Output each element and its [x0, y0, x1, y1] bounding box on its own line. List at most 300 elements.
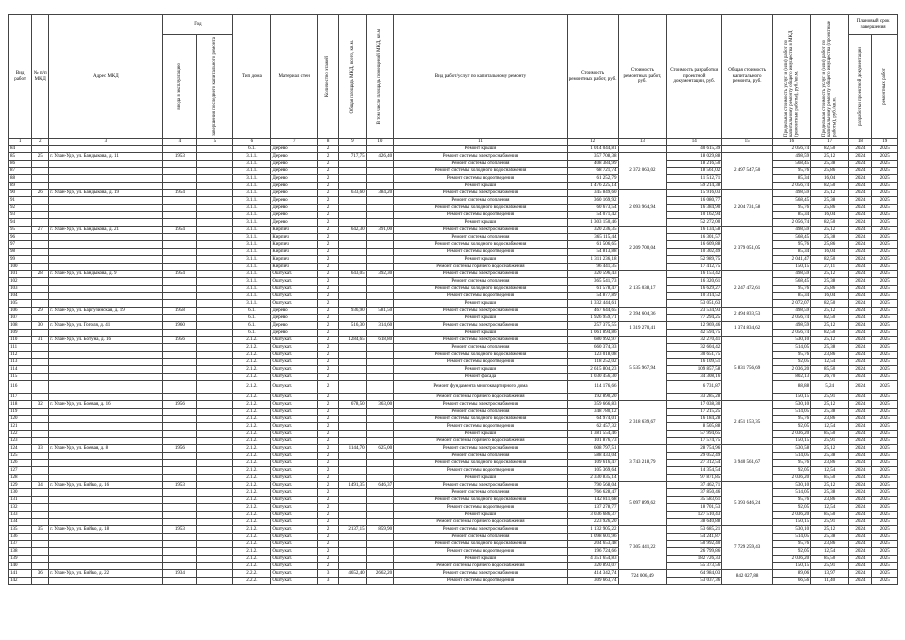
header-cell	[317, 15, 338, 139]
cell-work-kind: Ремонт крыши	[394, 366, 568, 373]
cell-repair-deadline: 2025	[872, 307, 898, 314]
cell-last-repair-year	[197, 423, 233, 430]
cell-wall-material: Дерево	[271, 219, 318, 226]
cell-work-kind: Ремонт системы холодного водоснабжения	[394, 241, 568, 248]
cell-repair-deadline: 2025	[872, 526, 898, 533]
cell-commissioning-year: 1956	[163, 445, 197, 452]
cell-mkd-number	[32, 366, 49, 373]
cell-floors: 2	[317, 394, 338, 401]
cell-last-repair-year	[197, 496, 233, 503]
cell-premises-area	[366, 175, 394, 182]
cell-address	[49, 314, 163, 321]
cell-work-kind: Ремонт крыши	[394, 146, 568, 153]
cell-wall-material: Оштукат.	[271, 430, 318, 437]
cell-row-number: 89	[9, 182, 32, 189]
cell-design-deadline: 2024	[849, 234, 872, 241]
cell-total-cost: 7 729 259,43	[722, 526, 773, 570]
cell-mkd-number: 35	[32, 526, 49, 533]
cell-design-deadline: 2024	[849, 533, 872, 540]
cell-commissioning-year: 1934	[163, 570, 197, 577]
cell-floors: 2	[317, 430, 338, 437]
cell-commissioning-year	[163, 423, 197, 430]
cell-total-area: 633,60	[339, 190, 367, 197]
cell-mkd-number	[32, 234, 49, 241]
cell-total-area	[339, 234, 367, 241]
cell-house-type: 6.1.	[233, 146, 271, 153]
cell-address	[49, 300, 163, 307]
cell-design-deadline: 2024	[849, 577, 872, 584]
cell-repair-deadline: 2025	[872, 394, 898, 401]
cell-design-deadline: 2024	[849, 452, 872, 459]
cell-design-cost: 18 029,88	[667, 153, 722, 160]
cell-house-type: 3.1.1.	[233, 270, 271, 277]
column-number: 11	[394, 139, 568, 146]
cell-design-deadline: 2024	[849, 146, 872, 153]
cell-design-cost: 26 799,86	[667, 548, 722, 555]
cell-commissioning-year	[163, 344, 197, 351]
cell-house-type: 2.1.2.	[233, 452, 271, 459]
cell-repair-cost: 1 476 225,14	[567, 182, 618, 189]
cell-floors: 2	[317, 190, 338, 197]
cell-row-number: 118	[9, 401, 32, 408]
cell-commissioning-year	[163, 438, 197, 445]
header-year-group	[163, 15, 233, 35]
cell-address: г. Улан-Удэ, ул. Бийко, д. 16	[49, 482, 163, 489]
cell-total-cost: 1 374 834,62	[722, 322, 773, 337]
cell-design-deadline: 2024	[849, 416, 872, 423]
cell-design-deadline: 2024	[849, 336, 872, 343]
cell-last-repair-year	[197, 577, 233, 584]
cell-address: г. Улан-Удэ, ул. Боевая, д. 8	[49, 445, 163, 452]
cell-repair-cost: 64 974,01	[567, 416, 618, 423]
cell-total-area	[339, 373, 367, 380]
cell-mkd-number	[32, 351, 49, 358]
cell-design-deadline: 2024	[849, 496, 872, 503]
cell-work-kind: Ремонт системы отопления	[394, 408, 568, 415]
cell-design-deadline: 2024	[849, 153, 872, 160]
cell-limit-repair: 92,05	[773, 548, 811, 555]
cell-repair-cost: 123 018,08	[567, 351, 618, 358]
cell-repair-deadline: 2025	[872, 241, 898, 248]
cell-total-cost: 2 204 731,58	[722, 190, 773, 227]
cell-design-cost: 50 992,40	[667, 540, 722, 547]
cell-limit-design: 25,38	[811, 452, 849, 459]
cell-row-number: 84	[9, 146, 32, 153]
cell-design-cost: 109 857,58	[667, 366, 722, 373]
cell-repair-cost-total: 3 743 218,79	[618, 445, 667, 482]
cell-total-area	[339, 160, 367, 167]
cell-design-deadline: 2024	[849, 548, 872, 555]
cell-total-area	[339, 518, 367, 525]
cell-design-cost: 10 314,52	[667, 292, 722, 299]
cell-total-area	[339, 168, 367, 175]
cell-limit-design: 25,91	[811, 562, 849, 569]
cell-total-area	[339, 329, 367, 336]
cell-design-cost: 8 505,88	[667, 423, 722, 430]
cell-limit-design: 12,54	[811, 423, 849, 430]
cell-house-type: 3.1.1.	[233, 241, 271, 248]
cell-house-type: 2.1.2.	[233, 504, 271, 511]
cell-limit-design: 82,50	[811, 329, 849, 336]
cell-repair-cost: 348 780,12	[567, 408, 618, 415]
cell-limit-design: 11,40	[811, 577, 849, 584]
cell-limit-repair: 95,76	[773, 351, 811, 358]
cell-design-deadline: 2024	[849, 438, 872, 445]
cell-repair-deadline: 2025	[872, 263, 898, 270]
cell-limit-design: 82,50	[811, 219, 849, 226]
cell-total-area	[339, 204, 367, 211]
cell-floors: 2	[317, 270, 338, 277]
cell-commissioning-year	[163, 373, 197, 380]
cell-floors: 2	[317, 241, 338, 248]
cell-design-deadline: 2024	[849, 226, 872, 233]
cell-limit-repair: 150,15	[773, 562, 811, 569]
cell-commissioning-year	[163, 577, 197, 584]
cell-repair-cost: 101 876,73	[567, 438, 618, 445]
cell-row-number: 127	[9, 467, 32, 474]
cell-wall-material: Дерево	[271, 322, 318, 329]
cell-repair-cost: 360 169,92	[567, 197, 618, 204]
cell-limit-design: 25,86	[811, 241, 849, 248]
cell-total-area	[339, 540, 367, 547]
cell-premises-area: 581,50	[366, 307, 394, 314]
cell-total-cost: 2 247 472,61	[722, 270, 773, 307]
cell-repair-cost: 357 708,38	[567, 153, 618, 160]
cell-floors: 2	[317, 292, 338, 299]
cell-total-cost: 5 831 756,69	[722, 336, 773, 400]
cell-design-cost: 52 272,00	[667, 219, 722, 226]
cell-last-repair-year	[197, 548, 233, 555]
cell-wall-material: Дерево	[271, 175, 318, 182]
cell-floors: 2	[317, 423, 338, 430]
cell-last-repair-year	[197, 314, 233, 321]
cell-limit-design: 82,50	[811, 256, 849, 263]
column-number: 7	[271, 139, 318, 146]
cell-work-kind: Ремонт системы электроснабжения	[394, 307, 568, 314]
cell-floors: 2	[317, 526, 338, 533]
cell-address	[49, 160, 163, 167]
cell-limit-design: 12,54	[811, 548, 849, 555]
cell-premises-area	[366, 146, 394, 153]
cell-address	[49, 540, 163, 547]
cell-row-number: 97	[9, 241, 32, 248]
cell-mkd-number	[32, 540, 49, 547]
cell-premises-area	[366, 358, 394, 365]
cell-mkd-number	[32, 329, 49, 336]
cell-premises-area	[366, 212, 394, 219]
column-number: 18	[849, 139, 872, 146]
cell-mkd-number	[32, 263, 49, 270]
cell-floors: 2	[317, 401, 338, 408]
cell-work-kind: Ремонт системы электроснабжения	[394, 570, 568, 577]
cell-last-repair-year	[197, 489, 233, 496]
cell-floors: 2	[317, 504, 338, 511]
cell-work-kind: Ремонт системы холодного водоснабжения	[394, 204, 568, 211]
cell-premises-area	[366, 278, 394, 285]
column-number: 9	[339, 139, 367, 146]
column-number: 5	[197, 139, 233, 146]
cell-mkd-number	[32, 160, 49, 167]
cell-floors: 2	[317, 533, 338, 540]
cell-total-area	[339, 394, 367, 401]
cell-design-cost: 32 270,41	[667, 336, 722, 343]
cell-total-area	[339, 219, 367, 226]
cell-wall-material: Дерево	[271, 168, 318, 175]
header-repair-cost-total: Стоимость ремонтных работ, руб.	[623, 68, 662, 85]
cell-address	[49, 555, 163, 562]
cell-total-area	[339, 467, 367, 474]
cell-repair-deadline: 2025	[872, 511, 898, 518]
cell-design-cost: 53 037,36	[667, 577, 722, 584]
cell-row-number: 96	[9, 234, 32, 241]
cell-mkd-number: 28	[32, 270, 49, 277]
cell-wall-material: Оштукат.	[271, 358, 318, 365]
cell-design-cost: 34 308,16	[667, 373, 722, 380]
cell-floors: 2	[317, 322, 338, 329]
cell-design-cost: 64 984,03	[667, 570, 722, 577]
cell-floors: 2	[317, 168, 338, 175]
cell-limit-repair: 2 056,74	[773, 146, 811, 153]
cell-mkd-number	[32, 314, 49, 321]
cell-address: г. Улан-Удэ, ул. Бийко, д. 22	[49, 570, 163, 577]
cell-row-number: 136	[9, 533, 32, 540]
cell-design-cost: 23 534,93	[667, 307, 722, 314]
cell-design-cost: 57 994,65	[667, 430, 722, 437]
cell-repair-cost: 320 596,43	[567, 270, 618, 277]
cell-limit-design: 13,97	[811, 570, 849, 577]
cell-mkd-number	[32, 373, 49, 380]
cell-floors: 2	[317, 408, 338, 415]
cell-premises-area	[366, 168, 394, 175]
cell-design-cost: 52 989,75	[667, 256, 722, 263]
cell-address	[49, 256, 163, 263]
cell-repair-deadline: 2025	[872, 504, 898, 511]
cell-limit-design: 82,50	[811, 182, 849, 189]
cell-floors: 3	[317, 570, 338, 577]
cell-floors: 2	[317, 482, 338, 489]
cell-repair-cost: 68 721,74	[567, 168, 618, 175]
cell-premises-area	[366, 496, 394, 503]
cell-design-cost: 37 850,46	[667, 489, 722, 496]
cell-floors: 2	[317, 219, 338, 226]
cell-wall-material: Дерево	[271, 204, 318, 211]
cell-premises-area	[366, 241, 394, 248]
header-cell	[32, 15, 49, 139]
cell-total-area	[339, 366, 367, 373]
cell-repair-deadline: 2025	[872, 548, 898, 555]
cell-work-kind: Ремонт системы водоотведения	[394, 358, 568, 365]
cell-house-type: 3.1.1.	[233, 300, 271, 307]
cell-repair-deadline: 2025	[872, 168, 898, 175]
cell-row-number: 126	[9, 460, 32, 467]
cell-work-kind: Ремонт системы отопления	[394, 234, 568, 241]
cell-design-cost: 59 214,38	[667, 182, 722, 189]
cell-repair-deadline: 2025	[872, 496, 898, 503]
cell-row-number: 86	[9, 160, 32, 167]
cell-address: г. Улан-Удэ, ул. Бандыкова, д. 11	[49, 153, 163, 160]
cell-total-area	[339, 278, 367, 285]
cell-floors: 2	[317, 285, 338, 292]
cell-work-kind: Ремонт системы отопления	[394, 344, 568, 351]
header-premises-area: В том числе площадь помещений МКД, кв.м	[377, 28, 383, 125]
cell-commissioning-year	[163, 292, 197, 299]
cell-repair-deadline: 2025	[872, 204, 898, 211]
cell-commissioning-year	[163, 175, 197, 182]
cell-repair-cost: 105 369,64	[567, 467, 618, 474]
cell-house-type: 2.1.2.	[233, 496, 271, 503]
cell-design-deadline: 2024	[849, 256, 872, 263]
cell-floors: 2	[317, 212, 338, 219]
cell-total-area	[339, 241, 367, 248]
cell-floors: 2	[317, 540, 338, 547]
cell-total-cost: 5 393 646,24	[722, 482, 773, 526]
cell-premises-area	[366, 504, 394, 511]
cell-premises-area	[366, 381, 394, 394]
cell-floors: 2	[317, 555, 338, 562]
cell-house-type: 3.1.1.	[233, 204, 271, 211]
cell-total-area	[339, 548, 367, 555]
cell-house-type: 2.1.2.	[233, 548, 271, 555]
cell-mkd-number	[32, 197, 49, 204]
header-cell	[271, 15, 318, 139]
cell-repair-cost: 408 384,99	[567, 160, 618, 167]
cell-limit-repair: 150,15	[773, 438, 811, 445]
cell-limit-repair: 498,59	[773, 322, 811, 329]
cell-design-deadline: 2024	[849, 474, 872, 481]
cell-work-kind: Ремонт системы водоотведения	[394, 175, 568, 182]
cell-repair-cost-total: 5 535 967,94	[618, 336, 667, 400]
cell-design-deadline: 2024	[849, 197, 872, 204]
cell-repair-cost: 660 374,33	[567, 344, 618, 351]
cell-limit-repair: 2 036,20	[773, 474, 811, 481]
cell-mkd-number: 26	[32, 190, 49, 197]
cell-repair-cost: 345 849,60	[567, 190, 618, 197]
cell-address: г. Улан-Удэ, ул. Гоголя, д. 41	[49, 322, 163, 329]
cell-repair-cost: 114 176,66	[567, 381, 618, 394]
cell-work-kind: Ремонт системы отопления	[394, 489, 568, 496]
cell-design-cost: 32 604,42	[667, 344, 722, 351]
cell-limit-repair: 530,10	[773, 526, 811, 533]
cell-house-type: 2.1.2.	[233, 401, 271, 408]
cell-mkd-number: 33	[32, 445, 49, 452]
cell-floors: 2	[317, 160, 338, 167]
header-design-deadline: разработки проектной документации	[857, 47, 863, 126]
cell-floors: 2	[317, 204, 338, 211]
cell-total-area	[339, 474, 367, 481]
cell-wall-material: Оштукат.	[271, 570, 318, 577]
cell-work-kind: Ремонт системы водоотведения	[394, 548, 568, 555]
cell-row-number: 133	[9, 511, 32, 518]
cell-floors: 2	[317, 452, 338, 459]
cell-last-repair-year	[197, 438, 233, 445]
cell-address	[49, 533, 163, 540]
cell-work-kind: Ремонт системы водоотведения	[394, 504, 568, 511]
cell-last-repair-year	[197, 234, 233, 241]
cell-repair-deadline: 2025	[872, 226, 898, 233]
cell-last-repair-year	[197, 336, 233, 343]
cell-last-repair-year	[197, 430, 233, 437]
cell-address	[49, 438, 163, 445]
cell-wall-material: Оштукат.	[271, 452, 318, 459]
cell-mkd-number	[32, 344, 49, 351]
cell-commissioning-year: 1953	[163, 526, 197, 533]
cell-house-type: 3.1.1.	[233, 248, 271, 255]
cell-work-kind: Ремонт крыши	[394, 430, 568, 437]
cell-design-deadline: 2024	[849, 511, 872, 518]
cell-row-number: 101	[9, 270, 32, 277]
cell-limit-repair: 514,05	[773, 344, 811, 351]
cell-row-number: 90	[9, 190, 32, 197]
cell-design-cost: 16 109,51	[667, 358, 722, 365]
cell-limit-repair: 92,05	[773, 467, 811, 474]
cell-wall-material: Оштукат.	[271, 489, 318, 496]
cell-repair-cost: 4 351 654,83	[567, 555, 618, 562]
header-work-kind: Вид работ/услуг по капитальному ремонту	[434, 73, 527, 79]
cell-design-cost: 30 651,75	[667, 351, 722, 358]
cell-premises-area	[366, 300, 394, 307]
header-mkd-number: № п/п МКД	[33, 70, 47, 82]
cell-last-repair-year	[197, 226, 233, 233]
cell-commissioning-year	[163, 394, 197, 401]
cell-commissioning-year	[163, 555, 197, 562]
header-cell	[339, 15, 367, 139]
header-house-type: Тип дома	[241, 73, 262, 79]
cell-repair-cost: 62 457,32	[567, 423, 618, 430]
cell-floors: 2	[317, 234, 338, 241]
cell-address	[49, 366, 163, 373]
cell-premises-area	[366, 416, 394, 423]
cell-work-kind: Ремонт крыши	[394, 182, 568, 189]
cell-last-repair-year	[197, 197, 233, 204]
cell-last-repair-year	[197, 555, 233, 562]
cell-design-deadline: 2024	[849, 540, 872, 547]
cell-design-deadline: 2024	[849, 351, 872, 358]
cell-limit-design: 25,38	[811, 408, 849, 415]
cell-row-number: 129	[9, 482, 32, 489]
cell-wall-material: Оштукат.	[271, 555, 318, 562]
cell-premises-area	[366, 197, 394, 204]
cell-repair-deadline: 2025	[872, 489, 898, 496]
cell-row-number: 112	[9, 351, 32, 358]
cell-house-type: 2.1.2.	[233, 430, 271, 437]
cell-limit-design: 85,50	[811, 366, 849, 373]
cell-work-kind: Ремонт системы электроснабжения	[394, 190, 568, 197]
cell-wall-material: Кирпич	[271, 241, 318, 248]
cell-repair-cost: 309 663,74	[567, 577, 618, 584]
cell-floors: 2	[317, 153, 338, 160]
cell-mkd-number	[32, 555, 49, 562]
header-work-type: Вид работ	[14, 70, 27, 82]
cell-row-number: 110	[9, 336, 32, 343]
cell-repair-cost: 1 303 150,46	[567, 219, 618, 226]
cell-mkd-number	[32, 504, 49, 511]
column-number: 13	[618, 139, 667, 146]
cell-premises-area	[366, 518, 394, 525]
cell-house-type: 2.2.2.	[233, 570, 271, 577]
cell-total-area	[339, 555, 367, 562]
header-cell	[394, 15, 568, 139]
header-last-repair: завершения последнего капитального ремонта	[212, 36, 218, 137]
cell-commissioning-year	[163, 300, 197, 307]
cell-mkd-number	[32, 146, 49, 153]
cell-repair-cost: 365 115,44	[567, 234, 618, 241]
cell-floors: 2	[317, 562, 338, 569]
cell-house-type: 2.2.2.	[233, 577, 271, 584]
column-number: 17	[811, 139, 849, 146]
cell-repair-cost: 204 653,48	[567, 540, 618, 547]
cell-design-cost: 27 312,54	[667, 460, 722, 467]
cell-design-deadline: 2024	[849, 278, 872, 285]
